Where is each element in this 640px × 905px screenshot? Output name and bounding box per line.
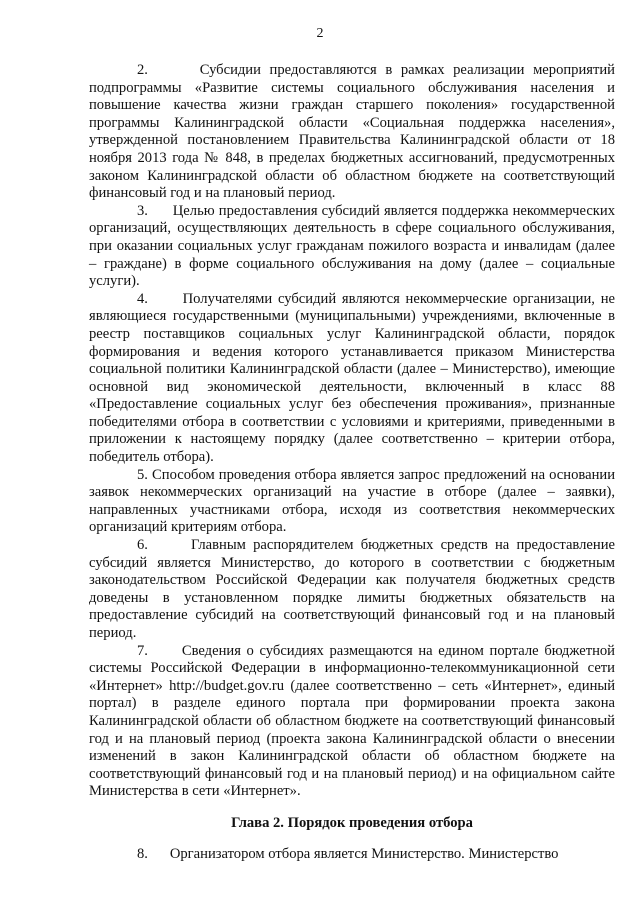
document-body [89,62,615,863]
chapter-heading: Глава 2. Порядок проведения отбора [231,814,473,831]
paragraph-4: 4. Получателями субсидий являются некоммерческие организации, не являющиеся государственными (муниципальными) учреждениями, включенные в реестр поставщиков социальных услуг Калининградской области, порядок формирования и ведения которого устанавливается приказом Министерства социальной политики Калининградской области (далее – Министерство), имеющие основной вид экономической деятельности, включенный в класс 88 «Предоставление социальных услуг без обеспечения проживания», признанные победителями отбора в соответствии с условиями и критериями, приведенными в приложении к настоящему порядку (далее соответственно – критерии отбора, победитель отбора). [89,290,615,466]
paragraph-2: 2. Субсидии предоставляются в рамках реализации мероприятий подпрограммы «Развитие системы социального обслуживания населения и повышение качества жизни граждан старшего поколения» государственной программы Калининградской области «Социальная поддержка населения», утвержденной постановлением Правительства Калининградской области от 18 ноября 2013 года № 848, в пределах бюджетных ассигнований, предусмотренных законом Калининградской области об областном бюджете на соответствующий финансовый год и на плановый период. [89,62,615,202]
paragraph-6: 6. Главным распорядителем бюджетных средств на предоставление субсидий является Министерство, до которого в соответствии с бюджетным законодательством Российской Федерации как получателя бюджетных средств доведены в установленном порядке лимиты бюджетных обязательств на предоставление субсидий на соответствующий финансовый год и на плановый период. [89,537,615,641]
paragraph-7: 7. Сведения о субсидиях размещаются на едином портале бюджетной системы Российской Федерации в информационно-телекоммуникационной сети «Интернет» http://budget.gov.ru (далее соответственно – сеть «Интернет», единый портал) в разделе единого портала при формировании проекта закона Калининградской области об областном бюджете на соответствующий финансовый год и на плановый период (проекта закона Калининградской области о внесении изменений в закон Калининградской области об областном бюджете на соответствующий финансовый год и на плановый период) и на официальном сайте Министерства в сети «Интернет». [89,642,615,800]
paragraph-3: 3. Целью предоставления субсидий является поддержка некоммерческих организаций, осуществляющих деятельность в сфере социального обслуживания, при оказании социальных услуг гражданам пожилого возраста и инвалидам (далее – граждане) в форме социального обслуживания на дому (далее – социальные услуги). [89,202,615,290]
paragraph-8: 8. Организатором отбора является Министерство. Министерство [137,845,559,862]
page-number: 2 [316,26,324,41]
paragraph-5: 5. Способом проведения отбора является запрос предложений на основании заявок некоммерческих организаций на участие в отборе (далее – заявки), направленных участниками отбора, исходя из соответствия некоммерческих организаций критериям отбора. [89,466,615,536]
